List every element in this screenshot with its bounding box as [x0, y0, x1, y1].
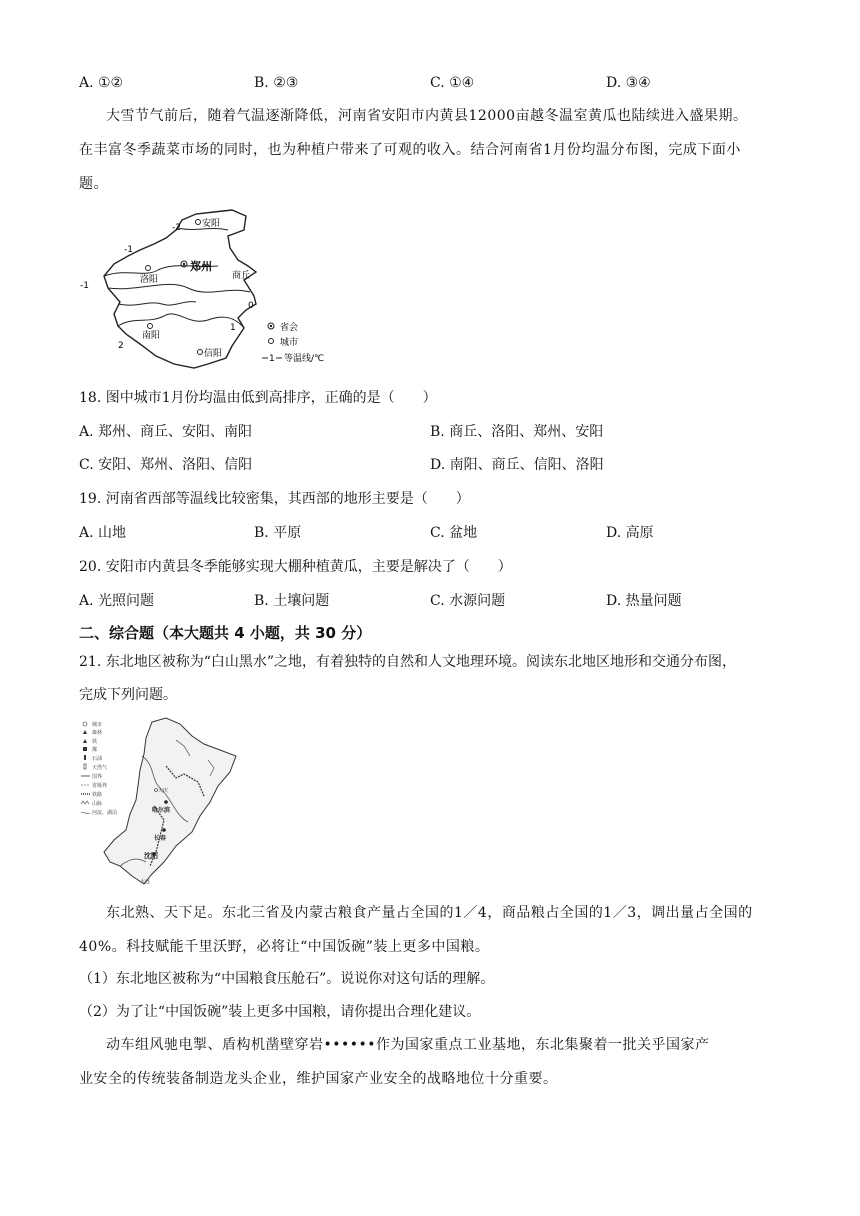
- ne-legend-coal: 煤: [92, 747, 98, 753]
- isotherm-label-minus2: -2: [172, 223, 181, 233]
- intro-line-2: 在丰富冬季蔬菜市场的同时，也为种植户带来了可观的收入。结合河南省1月份均温分布图，完成下面小: [79, 142, 741, 158]
- q17-option-d: D. ③④: [606, 75, 651, 91]
- intro-line-3: 题。: [79, 176, 108, 192]
- q18-option-a: A. 郑州、商丘、安阳、南阳: [79, 424, 253, 440]
- ne-legend-forest: 森林: [92, 730, 103, 736]
- grain-para-line-2: 40%。科技赋能千里沃野，必将让“中国饭碗”装上更多中国粮。: [79, 939, 490, 955]
- ne-legend-river: 河流、湖泊: [92, 810, 118, 816]
- henan-outline: [104, 210, 256, 368]
- q19-option-d: D. 高原: [606, 525, 654, 541]
- isotherm-label-1: 1: [230, 323, 236, 333]
- q21-stem-line-2: 完成下列问题。: [79, 687, 177, 703]
- city-anyang: 安阳: [202, 219, 221, 229]
- q19-option-a: A. 山地: [79, 525, 127, 541]
- northeast-terrain-transport-map: [80, 716, 240, 888]
- q18-stem: 18. 图中城市1月份均温由低到高排序，正确的是（ ）: [79, 390, 437, 406]
- q20-stem: 20. 安阳市内黄县冬季能够实现大棚种植黄瓜，主要是解决了（ ）: [79, 559, 512, 575]
- henan-temperature-map: [78, 208, 350, 378]
- industry-para-line-2: 业安全的传统装备制造龙头企业，维护国家产业安全的战略地位十分重要。: [79, 1071, 558, 1087]
- city-luoyang: 洛阳: [140, 275, 159, 285]
- q20-option-c: C. 水源问题: [430, 593, 506, 609]
- grain-para-line-1: 东北熟、天下足。东北三省及内蒙古粮食产量占全国的1／4，商品粮占全国的1／3，调出量占全国的: [106, 905, 753, 921]
- q18-option-b: B. 商丘、洛阳、郑州、安阳: [430, 424, 604, 440]
- city-nanyang: 南阳: [142, 331, 161, 341]
- ne-legend-gas: 天然气: [92, 765, 108, 771]
- isotherm-label-0: 0: [248, 301, 254, 311]
- ne-legend-iron: 铁: [92, 739, 98, 745]
- q20-option-b: B. 土壤问题: [254, 593, 330, 609]
- isotherm-0: [108, 284, 250, 292]
- legend-isotherm: 等温线/℃: [284, 354, 325, 364]
- ne-city-changchun: 长春: [154, 835, 167, 842]
- q21-sub-2: （2）为了让“中国饭碗”装上更多中国粮，请你提出合理化建议。: [79, 1004, 481, 1020]
- q21-stem-line-1: 21. 东北地区被称为“白山黑水”之地，有着独特的自然和人文地理环境。阅读东北地区地形和交通分布图，: [79, 654, 737, 670]
- isotherm-label-minus1-b: -1: [80, 281, 89, 291]
- isotherm-label-minus1-a: -1: [124, 245, 133, 255]
- q19-stem: 19. 河南省西部等温线比较密集，其西部的地形主要是（ ）: [79, 491, 470, 507]
- ne-city-daqing: 大庆: [158, 788, 169, 794]
- intro-line-1: 大雪节气前后，随着气温逐渐降低，河南省安阳市内黄县12000亩越冬温室黄瓜也陆续进入盛果期。: [106, 108, 748, 124]
- ne-city-shenyang: 沈阳: [144, 852, 158, 860]
- q18-option-d: D. 南阳、商丘、信阳、洛阳: [430, 457, 604, 473]
- ne-city-harbin: 哈尔滨: [152, 807, 171, 814]
- ne-legend-city: 城市: [92, 722, 103, 728]
- ne-city-dalian: 大连: [140, 879, 151, 885]
- city-shangqiu: 商丘: [232, 271, 251, 281]
- q21-sub-1: （1）东北地区被称为“中国粮食压舱石”。说说你对这句话的理解。: [79, 971, 495, 987]
- q20-option-a: A. 光照问题: [79, 593, 155, 609]
- q19-option-c: C. 盆地: [430, 525, 478, 541]
- industry-para-line-1: 动车组风驰电掣、盾构机凿壁穿岩••••••作为国家重点工业基地，东北集聚着一批关乎国家产: [106, 1037, 710, 1053]
- ne-legend-province: 省级界: [92, 783, 108, 789]
- q19-option-b: B. 平原: [254, 525, 302, 541]
- ne-legend-railway: 铁路: [92, 792, 103, 798]
- isotherm-1: [118, 314, 244, 328]
- q20-option-d: D. 热量问题: [606, 593, 682, 609]
- q17-option-b: B. ②③: [254, 75, 299, 91]
- city-xinyang: 信阳: [204, 349, 223, 359]
- ne-legend-mountain: 山脉: [92, 801, 103, 807]
- city-zhengzhou: 郑州: [190, 260, 212, 273]
- legend-city: 城市: [280, 338, 299, 348]
- legend-capital: 省会: [280, 323, 299, 333]
- ne-legend-oil: 石油: [92, 756, 103, 762]
- legend-isotherm-value: 1: [269, 354, 275, 364]
- isotherm-label-2: 2: [118, 341, 124, 351]
- q18-option-c: C. 安阳、郑州、洛阳、信阳: [79, 457, 253, 473]
- q17-option-c: C. ①④: [430, 75, 475, 91]
- ne-legend-border: 国界: [92, 774, 103, 780]
- section-2-heading: 二、综合题（本大题共 4 小题，共 30 分）: [79, 624, 372, 642]
- q17-option-a: A. ①②: [79, 75, 124, 91]
